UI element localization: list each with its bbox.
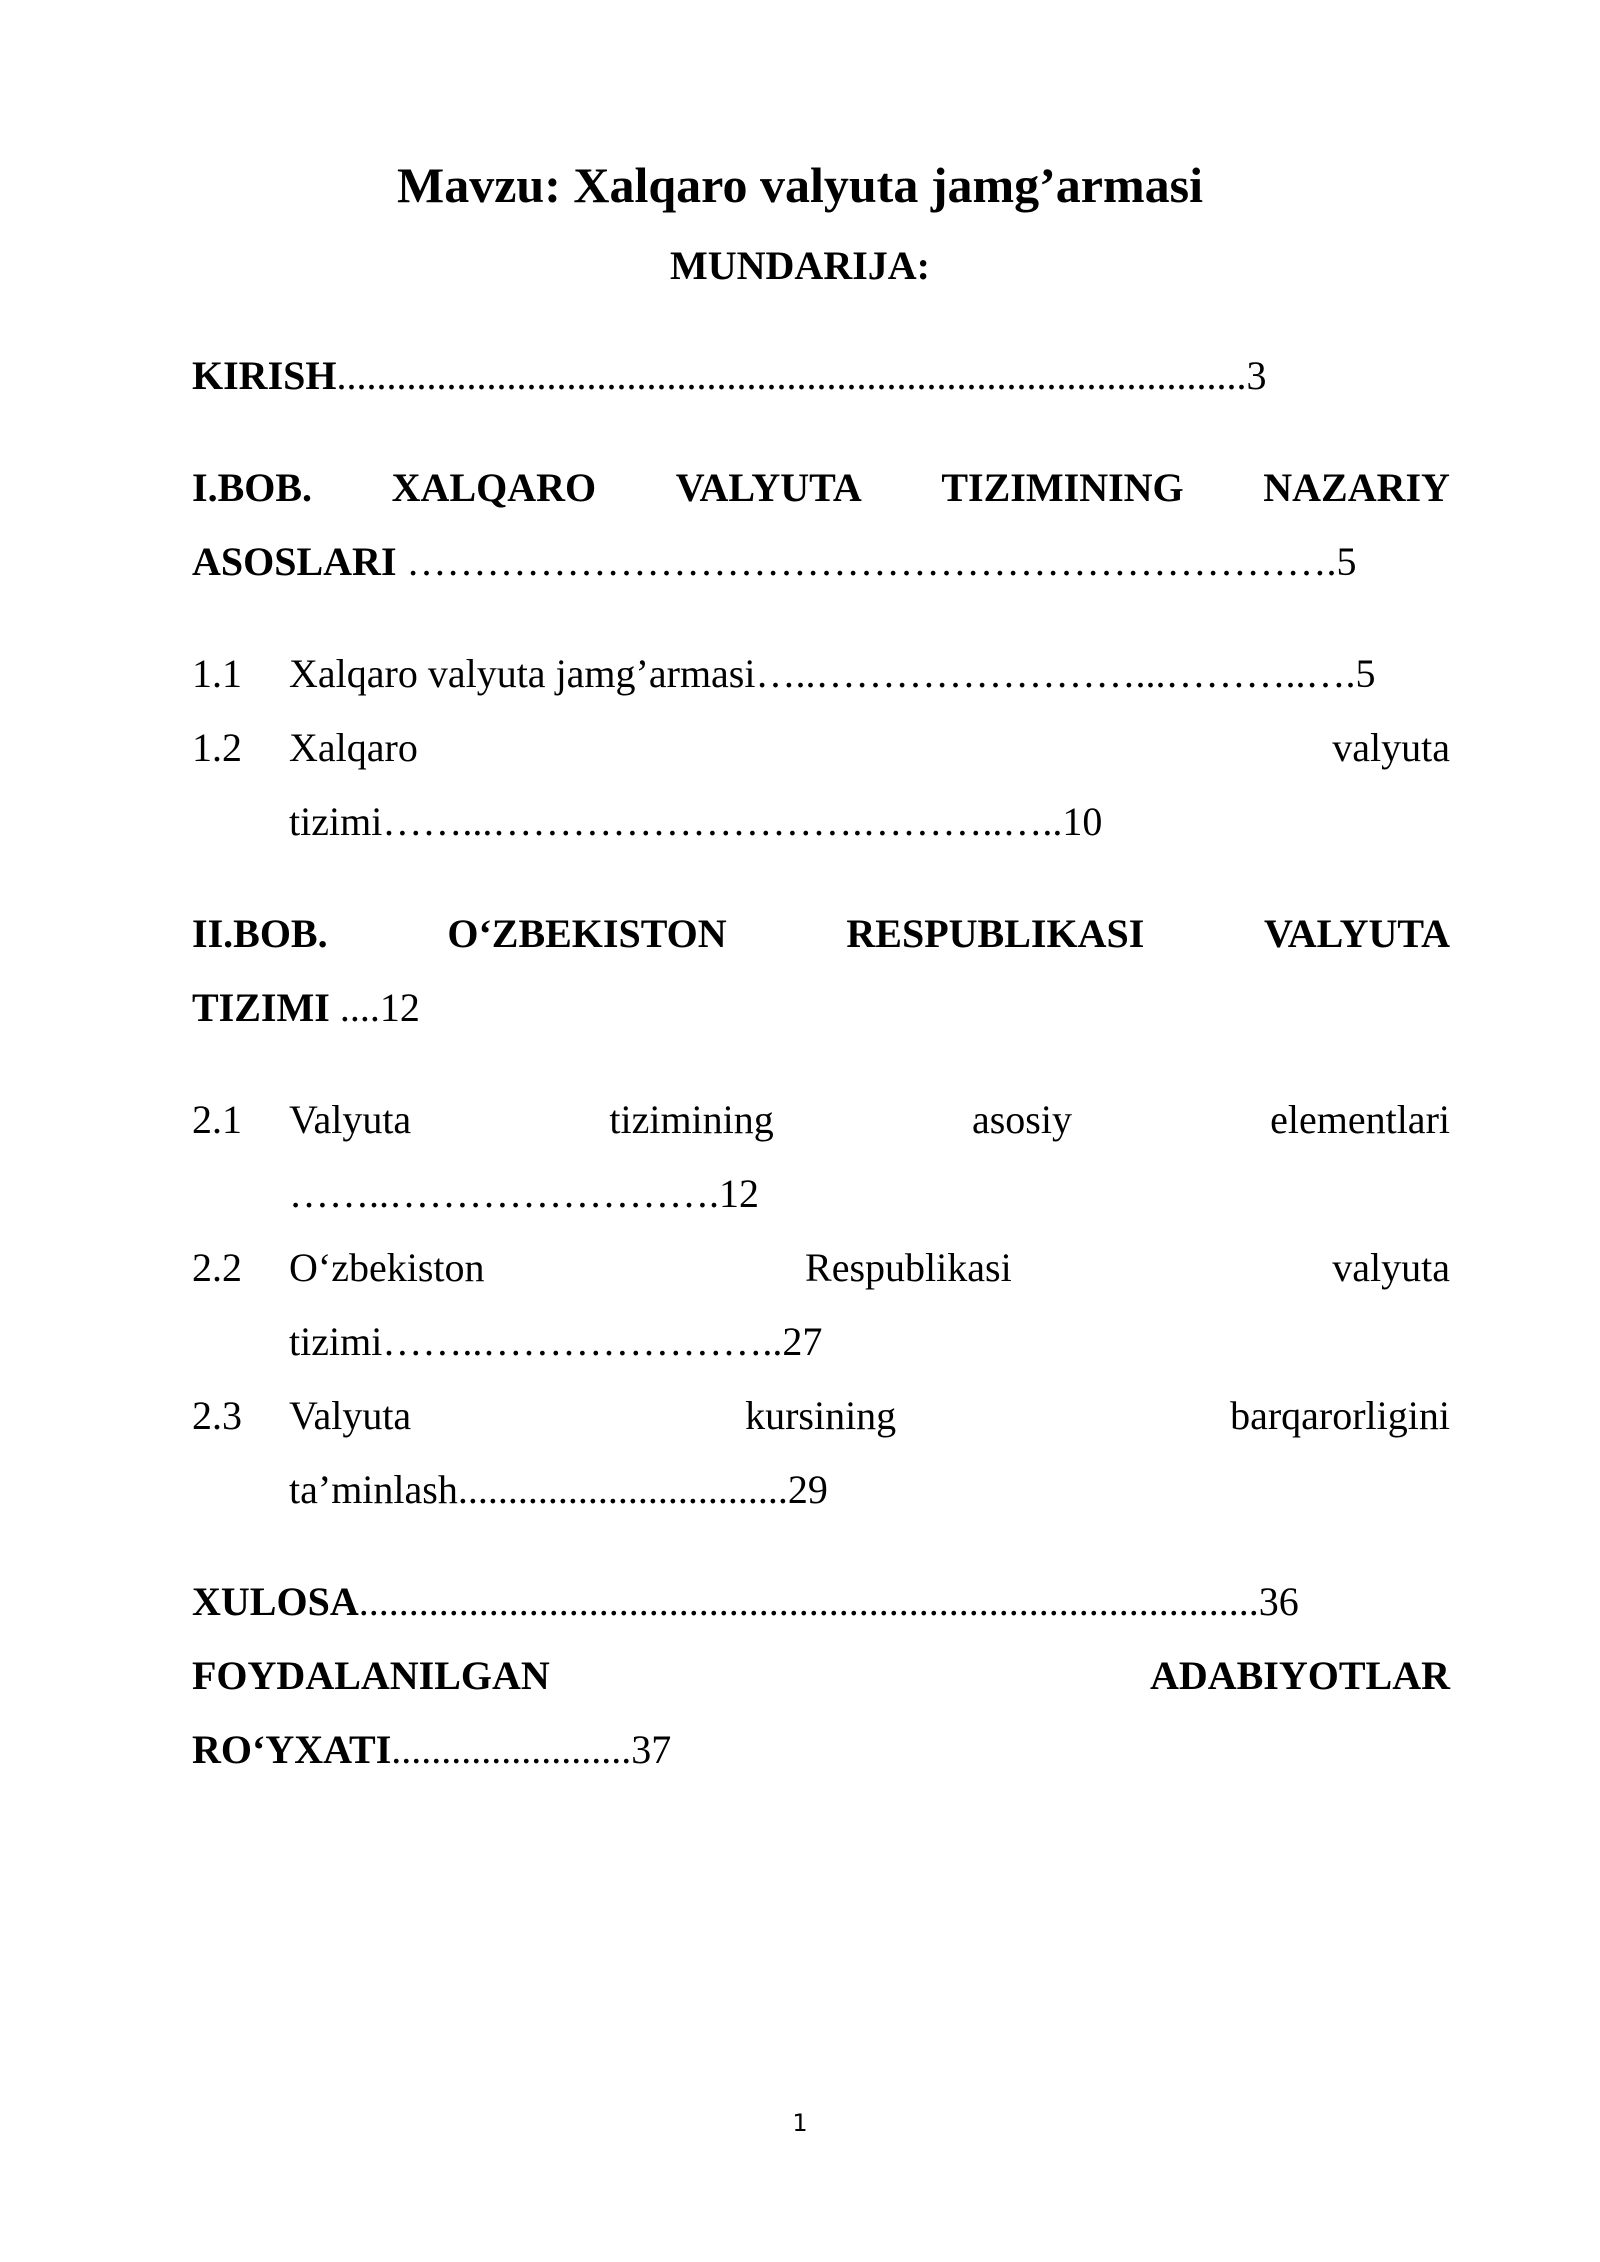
toc-entry-label: TIZIMI <box>192 985 330 1030</box>
toc-entry-text <box>289 1092 1450 1148</box>
toc-word: Valyuta <box>289 1097 412 1142</box>
toc-word: asosiy <box>971 1097 1072 1142</box>
toc-word: elementlari <box>1270 1097 1450 1142</box>
toc-entry-text <box>289 720 1450 776</box>
toc-section-number: 1.2 <box>192 725 242 770</box>
toc-word: ADABIYOTLAR <box>1149 1653 1450 1698</box>
toc-word: valyuta <box>1332 725 1450 770</box>
toc-section-number: 2.1 <box>192 1097 242 1142</box>
toc-word: kursining <box>745 1393 897 1438</box>
toc-word: XALQARO <box>391 465 597 510</box>
toc-section-number: 2.2 <box>192 1245 242 1290</box>
toc-section-number: 1.1 <box>192 651 242 696</box>
toc-entry-text <box>289 1240 1450 1296</box>
toc-page: .5 <box>1345 651 1376 696</box>
toc-entry-text: ……..…………………….12 <box>289 1171 759 1216</box>
toc-word: VALYUTA <box>675 465 862 510</box>
toc-entry-text <box>289 1388 1450 1444</box>
toc-page: .5 <box>1326 539 1357 584</box>
toc-entry-label: ASOSLARI <box>192 539 397 584</box>
toc-entry-text: tizimi……..…………………..27 <box>289 1319 823 1364</box>
toc-word: O‘ZBEKISTON <box>447 911 727 956</box>
toc-word: tizimining <box>609 1097 774 1142</box>
toc-entry-label: KIRISH <box>192 353 337 398</box>
toc-entry-chapter-1-cont <box>192 534 1450 590</box>
toc-entry-text: tizimi……...……………………….………..…..10 <box>289 799 1103 844</box>
toc-entry-kirish <box>192 348 1450 404</box>
toc-word: barqarorligini <box>1230 1393 1450 1438</box>
toc-word: FOYDALANILGAN <box>192 1653 550 1698</box>
toc-entry-text: ta’minlash.................................29 <box>289 1467 828 1512</box>
toc-entry-label: Xalqaro valyuta jamg’armasi…..……………………...………..… <box>289 651 1346 696</box>
toc-entry-chapter-2 <box>192 906 1450 962</box>
toc-entry-references <box>192 1648 1450 1704</box>
toc-page: 36 <box>1258 1579 1299 1624</box>
toc-word: TIZIMINING <box>941 465 1184 510</box>
toc-word: VALYUTA <box>1264 911 1450 956</box>
toc-section-number: 2.3 <box>192 1393 242 1438</box>
toc-word: I.BOB. <box>192 465 313 510</box>
toc-word: NAZARIY <box>1263 465 1450 510</box>
toc-word: Xalqaro <box>289 725 418 770</box>
toc-page: ........................37 <box>391 1727 672 1772</box>
toc-entry-references-cont <box>192 1722 1450 1778</box>
toc-entry-label: RO‘YXATI <box>192 1727 392 1772</box>
toc-entry-text <box>289 646 1450 702</box>
toc-entry-label: XULOSA <box>192 1579 359 1624</box>
toc-word: valyuta <box>1332 1245 1450 1290</box>
toc-heading: MUNDARIJA: <box>670 243 930 288</box>
toc-leader: .......................................................................................... <box>358 1579 1259 1624</box>
toc-leader: ........................................................................................... <box>336 353 1247 398</box>
toc-word: O‘zbekiston <box>289 1245 485 1290</box>
toc-leader: …………………………………………………………… <box>396 539 1327 584</box>
toc-word: II.BOB. <box>192 911 328 956</box>
toc-word: Respublikasi <box>805 1245 1012 1290</box>
toc-entry-xulosa <box>192 1574 1450 1630</box>
page-number: 1 <box>792 2109 808 2137</box>
document-title: Mavzu: Xalqaro valyuta jamg’armasi <box>397 157 1203 213</box>
toc-entry-chapter-1 <box>192 460 1450 516</box>
toc-page: ....12 <box>329 985 420 1030</box>
toc-word: RESPUBLIKASI <box>846 911 1145 956</box>
toc-word: Valyuta <box>289 1393 412 1438</box>
toc-entry-chapter-2-cont <box>192 980 1450 1036</box>
toc-page: 3 <box>1246 353 1267 398</box>
